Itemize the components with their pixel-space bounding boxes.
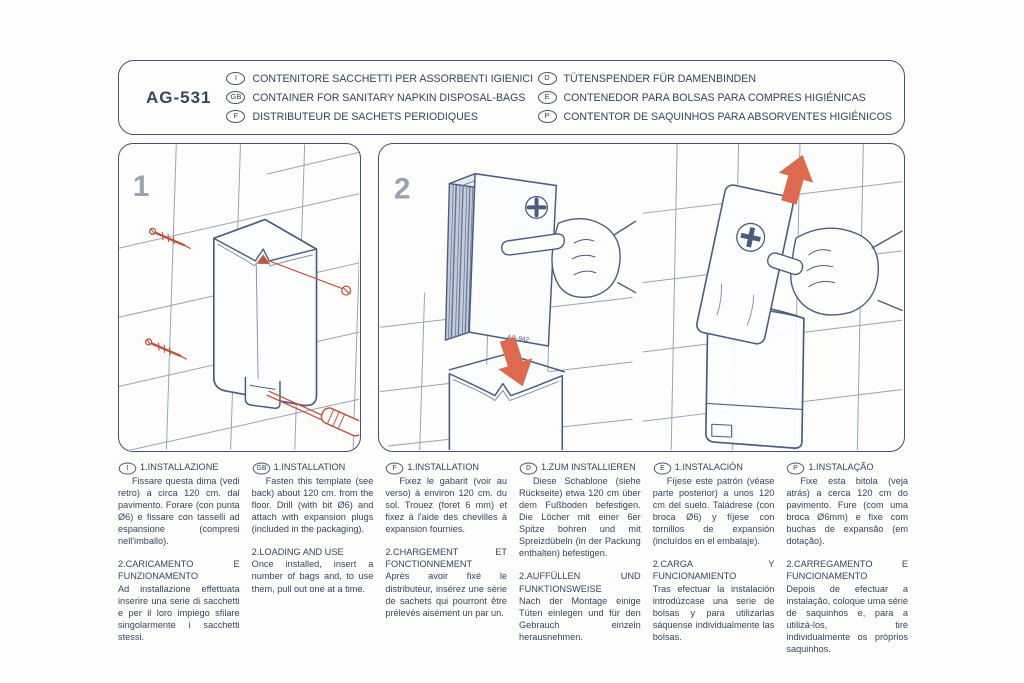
step2-body: Once installed, insert a number of bags and, to use them, pull out one at a time. xyxy=(251,559,374,594)
lang-badge-e: E xyxy=(538,91,557,104)
step1-body: Fixe esta bitola (veja atrás) a cerca 120 cm do pavimento. Fure (com uma broca Ø6mm) e fixe com buchas de expansão (em dotação). xyxy=(786,475,909,547)
product-title-de: TÜTENSPENDER FÜR DAMENBINDEN xyxy=(563,72,756,85)
cross-logo-icon xyxy=(526,196,548,218)
step1-heading xyxy=(118,461,240,475)
title-row-pt xyxy=(538,110,892,123)
product-title-gb: CONTAINER FOR SANITARY NAPKIN DISPOSAL-BAGS xyxy=(252,91,526,104)
title-row-it xyxy=(226,72,537,85)
title-row-gb xyxy=(226,91,537,104)
step1-heading xyxy=(252,461,374,475)
step1-body: Fíjese este patrón (véase parte posterior) a unos 120 cm del suelo. Taládrese (con broca Ø6) y fíjese con tornillos de expansión (incluídos en el embalaje). xyxy=(652,475,775,547)
lang-badge-d: D xyxy=(520,462,537,474)
step2-title: 2.CHARGEMENT ET FONCTIONNEMENT xyxy=(385,547,508,570)
figure-panel-1 xyxy=(118,143,361,452)
product-title-fr: DISTRIBUTEUR DE SACHETS PERIODIQUES xyxy=(252,110,478,123)
step1-body: Fissare questa dima (vedi retro) a circa 120 cm. dal pavimento. Forare (con punta Ø6) e fissare con tasselli ad espansione (compresi nell'imballo). xyxy=(118,475,240,547)
title-row-es xyxy=(538,91,892,104)
product-title-it: CONTENITORE SACCHETTI PER ASSORBENTI IGIENICI xyxy=(252,72,534,85)
instructions-portuguese xyxy=(786,461,908,655)
step2-title: 2.CARREGAMENTO E FUNCIONAMENTO xyxy=(786,559,909,582)
step2-title: 2.AUFFÜLLEN UND FUNKTIONSWEISE xyxy=(519,571,641,594)
instructions-italian xyxy=(118,461,240,655)
expansion-plug-icon xyxy=(148,228,193,249)
bag-pack-drawing xyxy=(445,174,556,346)
lang-badge-gb: GB xyxy=(226,91,245,104)
step2-body: Depois de efectuar a instalação, coloque uma série de saquinhos e, para a utilizá-los, tire individualmente os próprios saquinhos. xyxy=(786,583,909,655)
header-titles-right xyxy=(538,72,892,123)
step2-title: 2.CARICAMENTO E FUNZIONAMENTO xyxy=(118,559,240,582)
step1-body: Diese Schablone (siehe Rückseite) etwa 120 cm über dem Fußboden befestigen. Die Löcher mit einer 6er Spitze bohren und mit Spreizdübeln (in der Packung enthalten) befestigen. xyxy=(519,475,641,559)
step1-title: 1.INSTALAÇÃO xyxy=(808,462,874,472)
instruction-columns xyxy=(118,461,908,655)
lang-badge-i: I xyxy=(119,462,136,474)
product-model: AG-531 xyxy=(145,87,212,107)
lang-badge-d: D xyxy=(538,72,557,85)
step2-title: 2.LOADING AND USE xyxy=(251,547,344,558)
instructions-german xyxy=(519,461,641,655)
step1-body: Fasten this template (see back) about 120 cm. from the floor. Drill (with bit Ø6) and attach with expansion plugs (included in the packaging). xyxy=(251,475,374,535)
step1-heading xyxy=(653,461,775,475)
step2-body: Ad installazione effettuata inserire una serie di sacchetti e per il loro impiego sfilare singolarmente i sacchetti stessi. xyxy=(118,583,240,643)
lang-badge-gb: GB xyxy=(252,462,269,474)
step2-title: 2.CARGA Y FUNCIONAMIENTO xyxy=(652,559,775,582)
title-row-de xyxy=(538,72,892,85)
header-titles-left xyxy=(226,72,537,123)
step1-title: 1.INSTALLATION xyxy=(273,462,346,472)
step1-heading xyxy=(385,461,507,475)
step1-title: 1.INSTALLAZIONE xyxy=(140,462,219,472)
lang-badge-f: F xyxy=(386,462,403,474)
loading-and-use-drawing xyxy=(379,144,903,450)
lang-badge-e: E xyxy=(653,462,670,474)
step1-title: 1.ZUM INSTALLIEREN xyxy=(541,462,636,472)
step1-heading xyxy=(786,461,908,475)
product-title-es: CONTENEDOR PARA BOLSAS PARA COMPRES HIGIÉNICAS xyxy=(563,91,866,104)
instructions-french xyxy=(385,461,507,655)
figure-panel-2-3 xyxy=(378,143,905,452)
step1-title: 1.INSTALACIÓN xyxy=(674,462,743,472)
step2-body: Nach der Montage einige Tüten einlegen und für den Gebrauch einzeln herausnehmen. xyxy=(519,595,641,643)
lang-badge-f: F xyxy=(226,110,245,123)
panel2-step-number: 2 xyxy=(393,172,411,206)
instructions-english xyxy=(252,461,374,655)
step1-title: 1.INSTALLATION xyxy=(407,462,479,472)
step2-body: Après avoir fixé le distributeur, insérez une série de sachets qui pourront être prélevés aisément un par un. xyxy=(385,571,508,618)
expansion-plug-icon xyxy=(144,338,189,359)
step2-body: Tras efectuar la instalación introdúzcase una serie de bolsas y para utilizarlas sáquense individualmente las bolsas. xyxy=(652,583,775,643)
product-title-pt: CONTENTOR DE SAQUINHOS PARA ABSORVENTES HIGIÉNICOS xyxy=(563,110,892,123)
step1-body: Fixez le gabarit (voir au verso) à environ 120 cm. du sol. Trouez (foret 6 mm) et fixez à l'aide des chevilles à expansion fournies. xyxy=(385,475,508,535)
lang-badge-p: P xyxy=(787,462,804,474)
container-drawing xyxy=(214,219,317,408)
hand-pulling-drawing xyxy=(766,228,902,315)
header-box xyxy=(118,60,905,135)
installation-drawing xyxy=(119,144,359,450)
step1-heading xyxy=(519,461,641,475)
panel1-step-number: 1 xyxy=(132,169,150,203)
lang-badge-p: P xyxy=(538,110,557,123)
title-row-fr xyxy=(226,110,537,123)
bag-pack-label: AG-942 xyxy=(506,334,530,344)
instructions-spanish xyxy=(653,461,775,655)
lang-badge-i: I xyxy=(226,72,245,85)
